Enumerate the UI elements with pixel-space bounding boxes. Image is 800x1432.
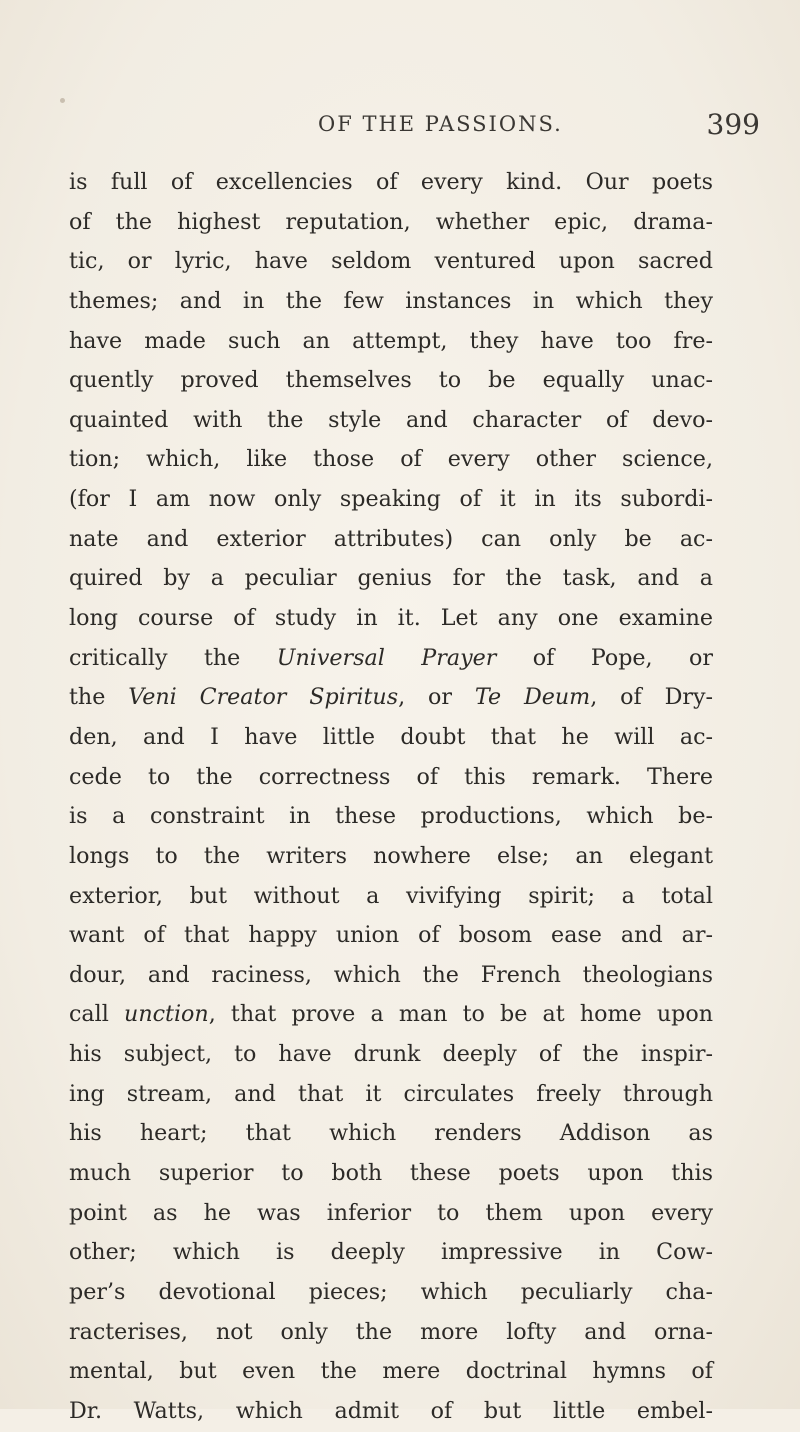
text-line: nate and exterior attributes) can only be ac- <box>69 525 713 552</box>
text-line: his heart; that which renders Addison as <box>69 1120 713 1147</box>
body-text <box>69 163 713 1432</box>
text-line: tic, or lyric, have seldom ventured upon sacred <box>69 248 713 275</box>
text-line: mental, but even the mere doctrinal hymns of <box>69 1358 713 1385</box>
italic-title: Veni Creator Spiritus <box>128 684 399 711</box>
text-line: per’s devotional pieces; which peculiarly cha- <box>69 1278 713 1305</box>
text-line: point as he was inferior to them upon every <box>69 1199 713 1226</box>
text-line: quently proved themselves to be equally unac- <box>69 367 713 394</box>
text-line: his subject, to have drunk deeply of the inspir- <box>69 1041 713 1068</box>
running-head: OF THE PASSIONS. <box>318 112 563 136</box>
text-line: call unction, that prove a man to be at home upon <box>69 1001 713 1028</box>
text-line: (for I am now only speaking of it in its subordi- <box>69 486 713 513</box>
text-line: cede to the correctness of this remark. There <box>69 763 713 790</box>
text-line: the Veni Creator Spiritus, or Te Deum, of Dry- <box>69 684 714 711</box>
text-line: den, and I have little doubt that he will ac- <box>69 723 713 750</box>
italic-title: unction <box>124 1001 209 1028</box>
text-line: quired by a peculiar genius for the task, and a <box>69 565 713 592</box>
paper-blemish <box>60 98 65 103</box>
text-line: Dr. Watts, which admit of but little embel- <box>69 1397 713 1424</box>
text-line: want of that happy union of bosom ease and ar- <box>69 922 713 949</box>
text-line: long course of study in it. Let any one examine <box>69 605 713 632</box>
text-line: themes; and in the few instances in which they <box>69 287 713 314</box>
italic-title: Te Deum <box>474 684 591 711</box>
text-line: exterior, but without a vivifying spirit; a total <box>69 882 713 909</box>
text-line: quainted with the style and character of devo- <box>69 406 713 433</box>
text-line: tion; which, like those of every other science, <box>69 446 713 473</box>
text-line: is a constraint in these productions, which be- <box>69 803 713 830</box>
text-line: racterises, not only the more lofty and orna- <box>69 1318 713 1345</box>
text-line: much superior to both these poets upon this <box>69 1160 713 1187</box>
italic-title: Universal Prayer <box>276 644 497 671</box>
page-number: 399 <box>706 108 760 141</box>
text-line: dour, and raciness, which the French theologians <box>69 961 713 988</box>
text-line: of the highest reputation, whether epic, drama- <box>69 208 713 235</box>
text-line: other; which is deeply impressive in Cow- <box>69 1239 713 1266</box>
text-line: is full of excellencies of every kind. Our poets <box>69 169 713 195</box>
text-line: critically the Universal Prayer of Pope, or <box>69 644 714 671</box>
text-line: have made such an attempt, they have too fre- <box>69 327 713 354</box>
text-line: ing stream, and that it circulates freely through <box>69 1080 713 1107</box>
text-line: longs to the writers nowhere else; an elegant <box>69 842 713 869</box>
page-header <box>60 108 760 142</box>
